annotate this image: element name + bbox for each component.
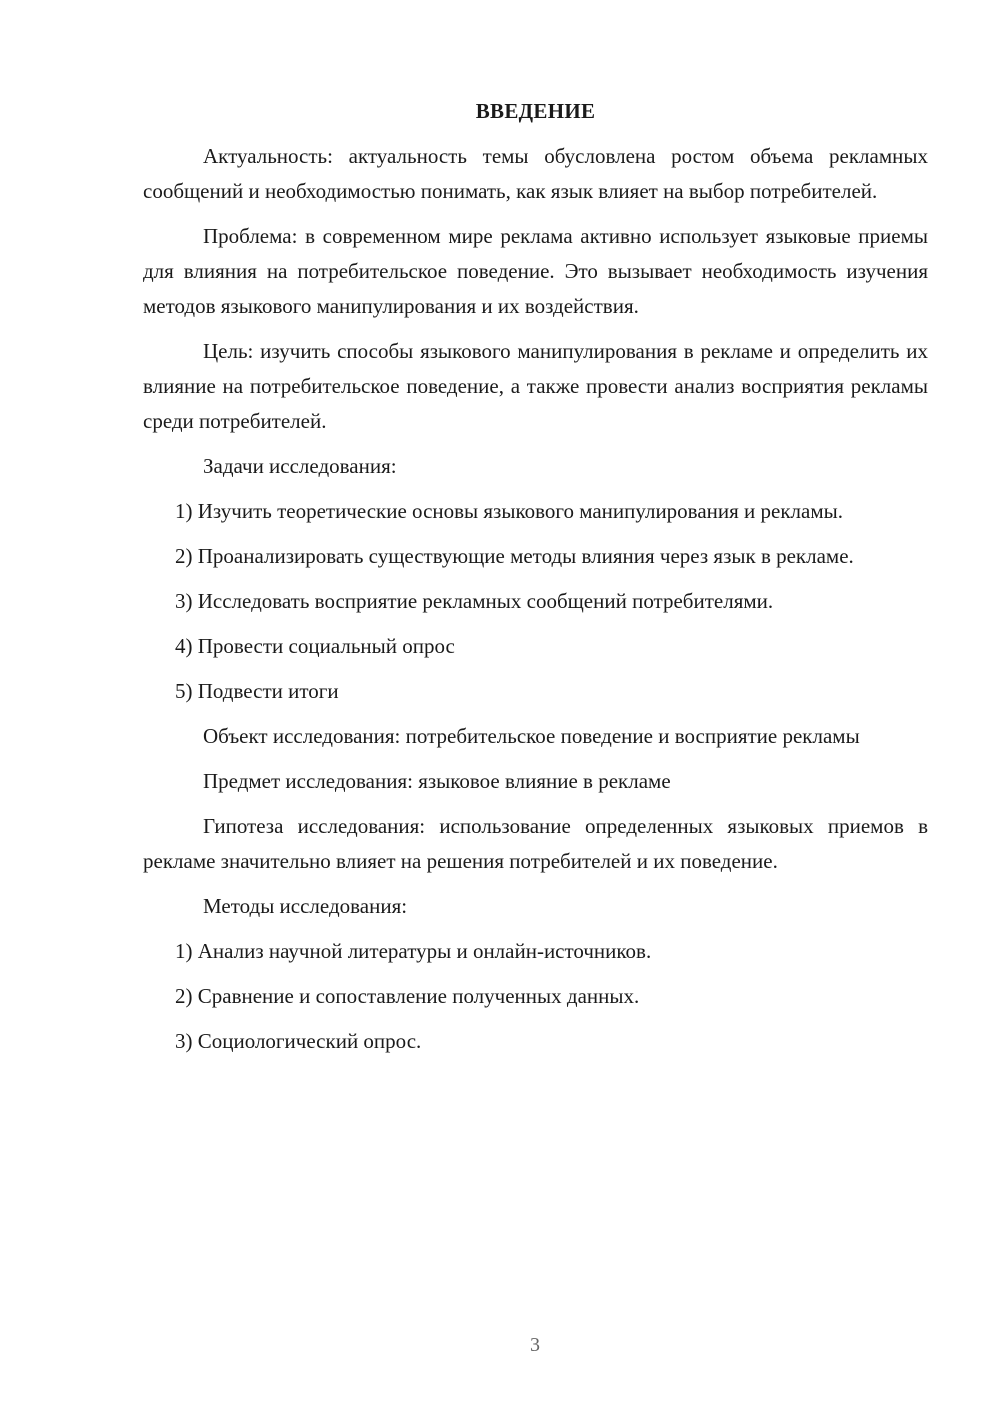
object-paragraph: Объект исследования: потребительское поведение и восприятие рекламы [203,724,860,748]
problem-paragraph: Проблема: в современном мире реклама активно использует языковые приемы для влияния на потребительское поведение. Это вызывает необходимость изучения методов языкового манипулирования и их воздействия. [143,224,928,318]
method-item-3: 3) Социологический опрос. [175,1029,422,1053]
task-item-1: 1) Изучить теоретические основы языкового манипулирования и рекламы. [175,499,843,523]
task-item-5: 5) Подвести итоги [175,679,339,703]
page-content [143,96,928,1069]
tasks-heading: Задачи исследования: [203,454,397,478]
subject-paragraph: Предмет исследования: языковое влияние в рекламе [203,769,671,793]
method-item-1: 1) Анализ научной литературы и онлайн-источников. [175,939,652,963]
page-title: ВВЕДЕНИЕ [475,99,596,123]
task-item-2: 2) Проанализировать существующие методы влияния через язык в рекламе. [175,544,854,568]
relevance-paragraph: Актуальность: актуальность темы обусловлена ростом объема рекламных сообщений и необходимостью понимать, как язык влияет на выбор потребителей. [143,144,928,203]
methods-heading: Методы исследования: [203,894,408,918]
task-item-3: 3) Исследовать восприятие рекламных сообщений потребителями. [175,589,774,613]
page-number: 3 [530,1334,540,1356]
goal-paragraph: Цель: изучить способы языкового манипулирования в рекламе и определить их влияние на потребительское поведение, а также провести анализ восприятия рекламы среди потребителей. [143,339,928,433]
task-item-4: 4) Провести социальный опрос [175,634,455,658]
hypothesis-paragraph: Гипотеза исследования: использование определенных языковых приемов в рекламе значительно влияет на решения потребителей и их поведение. [143,814,928,873]
method-item-2: 2) Сравнение и сопоставление полученных данных. [175,984,640,1008]
